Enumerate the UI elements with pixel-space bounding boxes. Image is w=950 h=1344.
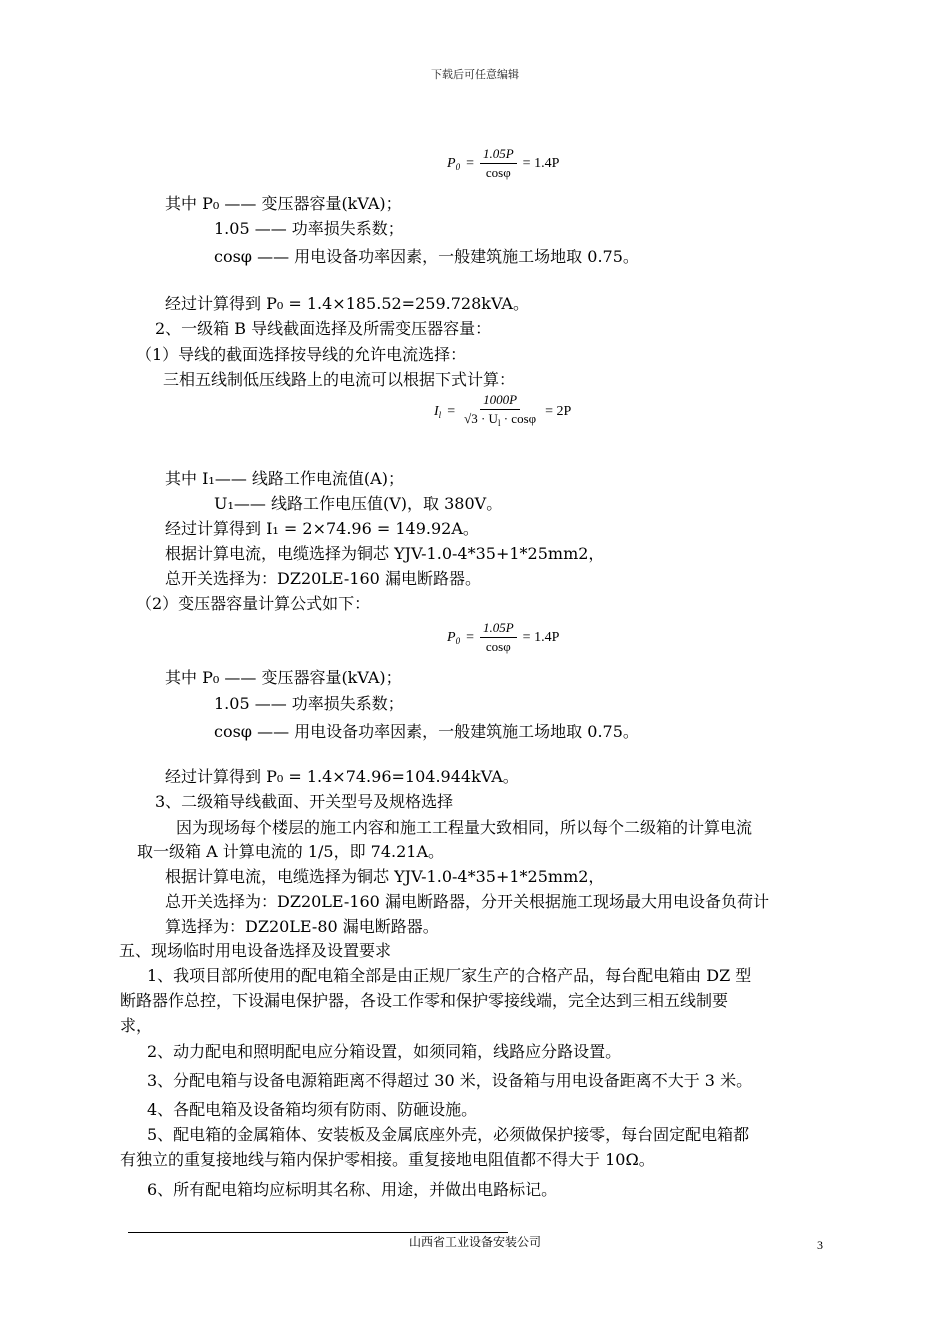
text-line: 3、二级箱导线截面、开关型号及规格选择 xyxy=(155,792,454,811)
text-line: cosφ —— 用电设备功率因素，一般建筑施工场地取 0.75。 xyxy=(214,247,639,266)
text-line: 算选择为：DZ20LE-80 漏电断路器。 xyxy=(165,917,439,936)
text-line: 总开关选择为：DZ20LE-160 漏电断路器，分开关根据施工现场最大用电设备负荷计 xyxy=(165,892,769,911)
text-line: 1.05 —— 功率损失系数； xyxy=(214,219,404,238)
formula-lhs: $P_0$ xyxy=(447,629,461,646)
formula-lhs: $I_l$ xyxy=(434,403,442,420)
page-number: 3 xyxy=(817,1238,823,1252)
formula-rhs: = 2P xyxy=(545,403,572,419)
formula-rhs: = 1.4P xyxy=(522,155,560,171)
text-line: （2）变压器容量计算公式如下： xyxy=(136,594,371,613)
formula-line-current: $I_l$ = $\frac{1000P}{√3 \cdot U_l \cdot \cos\varphi}$ = 2P xyxy=(434,392,571,431)
text-line: 因为现场每个楼层的施工内容和施工工程量大致相同，所以每个二级箱的计算电流 xyxy=(176,818,753,837)
text-line: 经过计算得到 P₀ = 1.4×74.96=104.944kVA。 xyxy=(165,767,519,786)
text-line: 有独立的重复接地线与箱内保护零相接。重复接地电阻值都不得大于 10Ω。 xyxy=(120,1150,655,1169)
formula-transformer-capacity: $P_0$ = $\frac{1.05P}{\cos\varphi}$ = 1.4P xyxy=(447,146,560,180)
text-line: （1）导线的截面选择按导线的允许电流选择： xyxy=(136,345,467,364)
text-line: 6、所有配电箱均应标明其名称、用途，并做出电路标记。 xyxy=(147,1180,558,1199)
formula-fraction: $\frac{1.05P}{\cos\varphi}$ xyxy=(480,620,517,655)
section-heading: 五、现场临时用电设备选择及设置要求 xyxy=(119,941,392,960)
text-line: 经过计算得到 I₁ = 2×74.96 = 149.92A。 xyxy=(165,519,479,538)
text-line: 断路器作总控，下设漏电保护器，各设工作零和保护零接线端，完全达到三相五线制要 xyxy=(120,991,729,1010)
text-line: U₁—— 线路工作电压值(V)，取 380V。 xyxy=(214,494,503,513)
text-line: 根据计算电流，电缆选择为铜芯 YJV-1.0-4*35+1*25mm2， xyxy=(165,867,605,886)
formula-transformer-capacity-2: $P_0$ = $\frac{1.05P}{\cos\varphi}$ = 1.4P xyxy=(447,620,560,654)
text-line: 其中 P₀ —— 变压器容量(kVA)； xyxy=(165,194,402,213)
text-line: 2、动力配电和照明配电应分箱设置，如须同箱，线路应分路设置。 xyxy=(147,1042,622,1061)
footer-company: 山西省工业设备安装公司 xyxy=(408,1235,541,1249)
text-line: 1.05 —— 功率损失系数； xyxy=(214,694,404,713)
text-line: 取一级箱 A 计算电流的 1/5，即 74.21A。 xyxy=(137,842,445,861)
text-line: 4、各配电箱及设备箱均须有防雨、防砸设施。 xyxy=(147,1100,478,1119)
text-line: 求， xyxy=(120,1016,153,1035)
text-line: 1、我项目部所使用的配电箱全部是由正规厂家生产的合格产品，每台配电箱由 DZ 型 xyxy=(147,966,752,985)
page-header: 下载后可任意编辑 xyxy=(431,68,519,81)
formula-rhs: = 1.4P xyxy=(522,629,560,645)
text-line: 其中 P₀ —— 变压器容量(kVA)； xyxy=(165,668,402,687)
text-line: 经过计算得到 P₀ = 1.4×185.52=259.728kVA。 xyxy=(165,294,529,313)
text-line: 其中 I₁—— 线路工作电流值(A)； xyxy=(165,469,404,488)
text-line: cosφ —— 用电设备功率因素，一般建筑施工场地取 0.75。 xyxy=(214,722,639,741)
formula-fraction: $\frac{1000P}{√3 \cdot U_l \cdot \cos\varphi}$ xyxy=(464,392,537,428)
text-line: 三相五线制低压线路上的电流可以根据下式计算： xyxy=(163,370,516,389)
text-line: 2、一级箱 B 导线截面选择及所需变压器容量： xyxy=(155,319,492,338)
text-line: 5、配电箱的金属箱体、安装板及金属底座外壳，必须做保护接零，每台固定配电箱都 xyxy=(147,1125,750,1144)
text-line: 3、分配电箱与设备电源箱距离不得超过 30 米，设备箱与用电设备距离不大于 3 米。 xyxy=(147,1071,753,1090)
text-line: 根据计算电流，电缆选择为铜芯 YJV-1.0-4*35+1*25mm2， xyxy=(165,544,605,563)
text-line: 总开关选择为：DZ20LE-160 漏电断路器。 xyxy=(165,569,481,588)
formula-fraction: $\frac{1.05P}{\cos\varphi}$ xyxy=(480,146,517,181)
formula-lhs: $P_0$ xyxy=(447,155,461,172)
